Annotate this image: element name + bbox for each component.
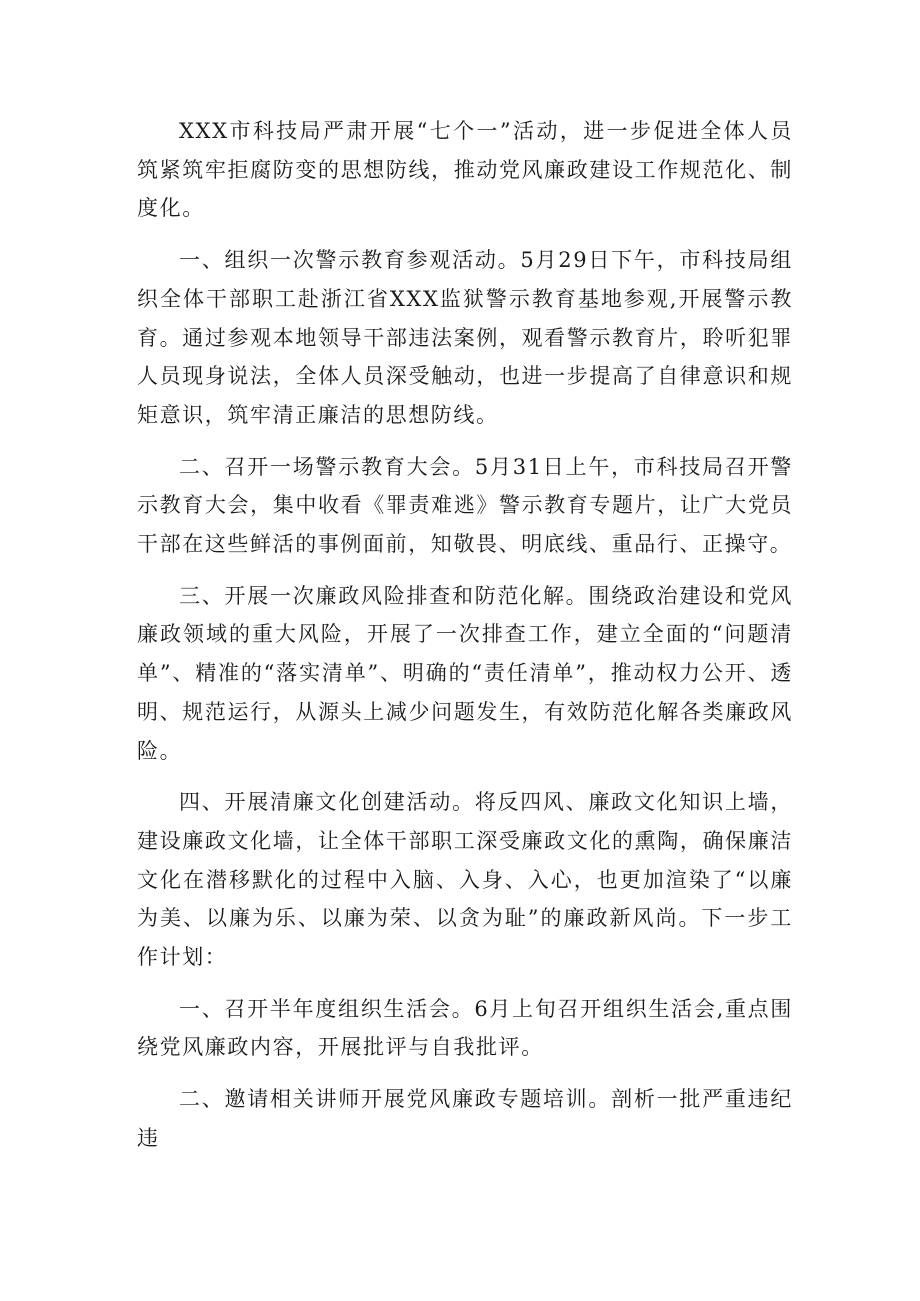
paragraph-item-1: 一、组织一次警示教育参观活动。5月29日下午，市科技局组织全体干部职工赴浙江省XXX监狱警示教育基地参观,开展警示教育。通过参观本地领导干部违法案例，观看警示教育片，聆听犯罪人员现身说法，全体人员深受触动，也进一步提高了自律意识和规矩意识，筑牢清正廉洁的思想防线。 — [137, 248, 793, 427]
paragraph-item-4: 四、开展清廉文化创建活动。将反四风、廉政文化知识上墙，建设廉政文化墙，让全体干部职工深受廉政文化的熏陶，确保廉洁文化在潜移默化的过程中入脑、入身、入心，也更加渲染了“以廉为美、以廉为乐、以廉为荣、以贪为耻”的廉政新风尚。下一步工作计划： — [137, 790, 793, 970]
paragraph-plan-2: 二、邀请相关讲师开展党风廉政专题培训。剖析一批严重违纪违 — [137, 1087, 793, 1150]
paragraph-plan-1: 一、召开半年度组织生活会。6月上旬召开组织生活会,重点围绕党风廉政内容，开展批评与自我批评。 — [137, 996, 793, 1060]
paragraph-item-2: 二、召开一场警示教育大会。5月31日上午，市科技局召开警示教育大会，集中收看《罪责难逃》警示教育专题片，让广大党员干部在这些鲜活的事例面前，知敬畏、明底线、重品行、正操守。 — [137, 454, 793, 557]
paragraph-intro: XXX市科技局严肃开展“七个一”活动，进一步促进全体人员筑紧筑牢拒腐防变的思想防线，推动党风廉政建设工作规范化、制度化。 — [137, 119, 793, 221]
paragraph-item-3: 三、开展一次廉政风险排查和防范化解。围绕政治建设和党风廉政领域的重大风险，开展了一次排查工作，建立全面的“问题清单”、精准的“落实清单”、明确的“责任清单”，推动权力公开、透明、规范运行，从源头上减少问题发生，有效防范化解各类廉政风险。 — [137, 583, 793, 763]
document-body — [137, 112, 793, 1171]
